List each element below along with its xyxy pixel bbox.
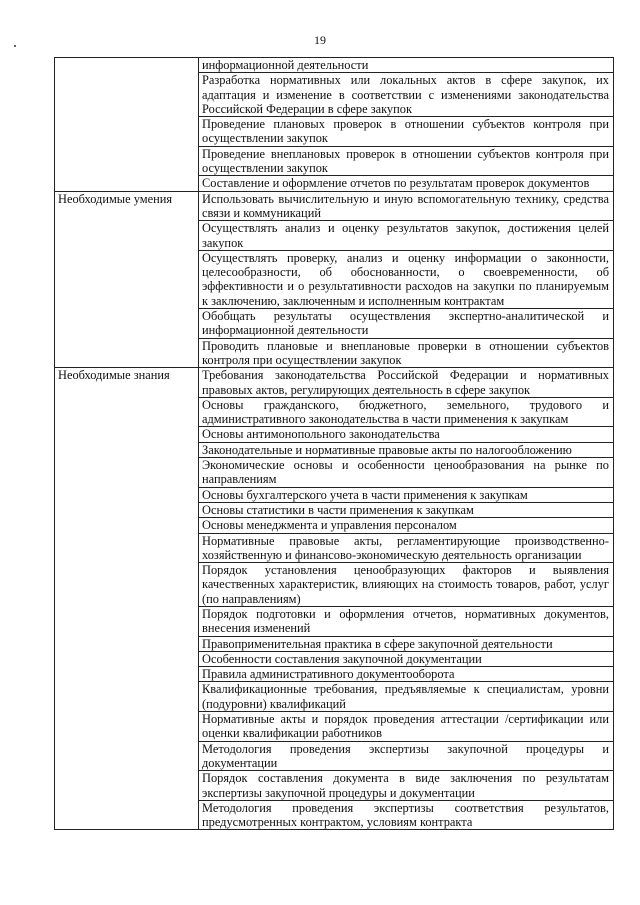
item-text: Основы менеджмента и управления персоналом (199, 518, 614, 533)
item-text: информационной деятельности (199, 58, 614, 73)
item-text: Основы гражданского, бюджетного, земельного, трудового и административного законодательства в части применения к закупкам (199, 397, 614, 427)
table-row (55, 368, 614, 398)
item-text: Разработка нормативных или локальных актов в сфере закупок, их адаптация и изменение в соответствии с изменениями законодательства Российской Федерации в сфере закупок (199, 73, 614, 117)
item-text: Осуществлять проверку, анализ и оценку информации о законности, целесообразности, об обоснованности, о своевременности, об эффективности и о результативности расходов на закупки по планируемым к заключению, заключенным и исполненным контрактам (199, 250, 614, 308)
section-label (55, 58, 199, 192)
item-text: Нормативные правовые акты, регламентирующие производственно-хозяйственную и финансово-экономическую деятельность организации (199, 533, 614, 563)
section-label: Необходимые умения (55, 191, 199, 368)
item-text: Особенности составления закупочной документации (199, 651, 614, 666)
item-text: Обобщать результаты осуществления экспертно-аналитической и информационной деятельности (199, 309, 614, 339)
section-label: Необходимые знания (55, 368, 199, 830)
item-text: Основы антимонопольного законодательства (199, 427, 614, 442)
item-text: Порядок подготовки и оформления отчетов, нормативных документов, внесения изменений (199, 606, 614, 636)
item-text: Экономические основы и особенности ценообразования на рынке по направлениям (199, 458, 614, 488)
item-text: Проведение внеплановых проверок в отношении субъектов контроля при осуществлении закупок (199, 146, 614, 176)
item-text: Правила административного документооборота (199, 667, 614, 682)
item-text: Нормативные акты и порядок проведения аттестации /сертификации или оценки квалификации работников (199, 712, 614, 742)
table-row (55, 191, 614, 221)
item-text: Методология проведения экспертизы закупочной процедуры и документации (199, 741, 614, 771)
item-text: Квалификационные требования, предъявляемые к специалистам, уровни (подуровни) квалификаций (199, 682, 614, 712)
competency-table (54, 57, 614, 830)
item-text: Требования законодательства Российской Федерации и нормативных правовых актов, регулирующих деятельность в сфере закупок (199, 368, 614, 398)
scan-speck (14, 45, 16, 47)
item-text: Правоприменительная практика в сфере закупочной деятельности (199, 636, 614, 651)
page-number: 19 (314, 33, 326, 47)
item-text: Методология проведения экспертизы соответствия результатов, предусмотренных контрактом, условиям контракта (199, 800, 614, 830)
item-text: Осуществлять анализ и оценку результатов закупок, достижения целей закупок (199, 221, 614, 251)
item-text: Проводить плановые и внеплановые проверки в отношении субъектов контроля при осуществлении закупок (199, 338, 614, 368)
table-row (55, 58, 614, 73)
item-text: Порядок составления документа в виде заключения по результатам экспертизы закупочной процедуры и документации (199, 771, 614, 801)
item-text: Основы бухгалтерского учета в части применения к закупкам (199, 487, 614, 502)
item-text: Порядок установления ценообразующих факторов и выявления качественных характеристик, влияющих на стоимость товаров, работ, услуг (по направлениям) (199, 563, 614, 607)
item-text: Составление и оформление отчетов по результатам проверок документов (199, 176, 614, 191)
item-text: Законодательные и нормативные правовые акты по налогообложению (199, 442, 614, 457)
item-text: Основы статистики в части применения к закупкам (199, 502, 614, 517)
item-text: Использовать вычислительную и иную вспомогательную технику, средства связи и коммуникаций (199, 191, 614, 221)
item-text: Проведение плановых проверок в отношении субъектов контроля при осуществлении закупок (199, 117, 614, 147)
